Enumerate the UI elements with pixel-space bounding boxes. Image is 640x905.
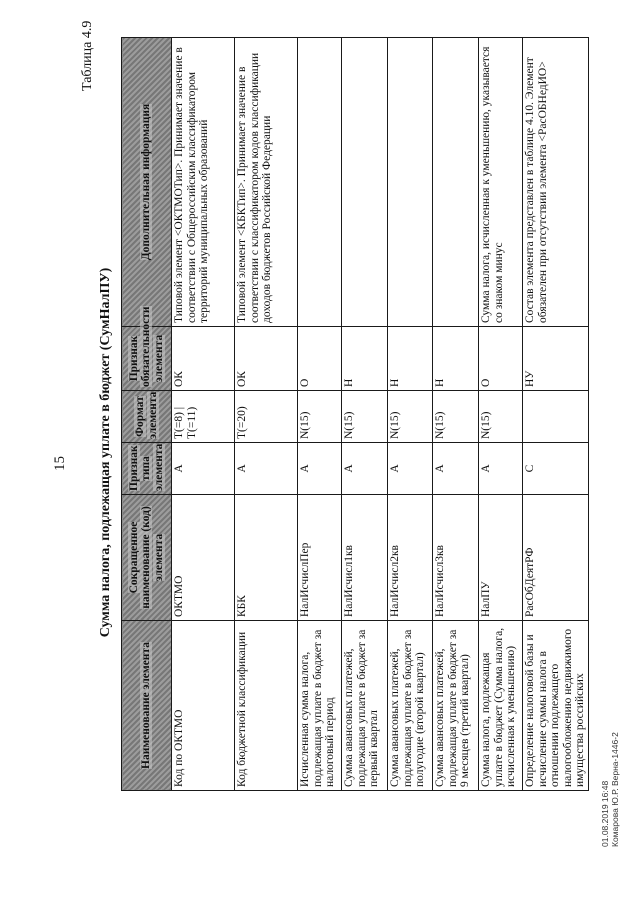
table-header-row xyxy=(122,38,172,791)
cell-req: ОК xyxy=(235,327,298,391)
cell-req: Н xyxy=(342,327,388,391)
header-cell: Признак обязательности элемента xyxy=(122,327,172,391)
cell-info: Типовой элемент <ОКТМОТип>. Принимает значение в соответствии с Общероссийским классификатором территорий муниципальных образований xyxy=(172,38,235,327)
table-row xyxy=(479,38,523,791)
cell-format: N(15) xyxy=(342,391,388,443)
cell-format: N(15) xyxy=(433,391,479,443)
cell-format: N(15) xyxy=(479,391,523,443)
cell-req: Н xyxy=(433,327,479,391)
cell-info xyxy=(298,38,342,327)
cell-code: НалПУ xyxy=(479,495,523,621)
cell-info: Типовой элемент <КБКТип>. Принимает значение в соответствии с классификатором кодов классификации доходов бюджетов Российской Федерации xyxy=(235,38,298,327)
footer-author: Комарова Ю.Р. Верна-1446-2 xyxy=(610,732,620,847)
header-cell: Формат элемента xyxy=(122,391,172,443)
elements-table xyxy=(121,37,589,791)
cell-type: С xyxy=(523,443,589,495)
table-row xyxy=(235,38,298,791)
table-label: Таблица 4.9 xyxy=(80,20,95,91)
cell-format xyxy=(523,391,589,443)
cell-code: НалИсчисл2кв xyxy=(388,495,433,621)
table-row xyxy=(172,38,235,791)
cell-req: Н xyxy=(388,327,433,391)
page-number: 15 xyxy=(52,456,68,471)
cell-name: Сумма авансовых платежей, подлежащая уплате в бюджет за 9 месяцев (третий квартал) xyxy=(433,621,479,791)
cell-info: Сумма налога, исчисленная к уменьшению, указывается со знаком минус xyxy=(479,38,523,327)
cell-code: НалИсчисл1кв xyxy=(342,495,388,621)
header-cell: Дополнительная информация xyxy=(122,38,172,327)
cell-info xyxy=(342,38,388,327)
cell-code: НалИсчислПер xyxy=(298,495,342,621)
footer-date: 01.08.2019 16:48 xyxy=(600,780,610,847)
cell-format: T(=20) xyxy=(235,391,298,443)
cell-format: N(15) xyxy=(388,391,433,443)
table-row xyxy=(342,38,388,791)
cell-code: ОКТМО xyxy=(172,495,235,621)
cell-name: Сумма авансовых платежей, подлежащая уплате в бюджет за полугодие (второй квартал) xyxy=(388,621,433,791)
cell-info xyxy=(388,38,433,327)
cell-req: О xyxy=(479,327,523,391)
cell-type: А xyxy=(342,443,388,495)
cell-name: Код бюджетной классификации xyxy=(235,621,298,791)
cell-info: Состав элемента представлен в таблице 4.10. Элемент обязателен при отсутствии элемента <РасОБНедИО> xyxy=(523,38,589,327)
cell-format: T(=8) | T(=11) xyxy=(172,391,235,443)
cell-type: А xyxy=(433,443,479,495)
cell-info xyxy=(433,38,479,327)
header-cell: Признак типа элемента xyxy=(122,443,172,495)
cell-name: Код по ОКТМО xyxy=(172,621,235,791)
cell-name: Исчисленная сумма налога, подлежащая уплате в бюджет за налоговый период xyxy=(298,621,342,791)
table-row xyxy=(523,38,589,791)
cell-type: А xyxy=(388,443,433,495)
cell-name: Определение налоговой базы и исчисление суммы налога в отношении подлежащего налогообложению недвижимого имущества российских xyxy=(523,621,589,791)
table-row xyxy=(298,38,342,791)
cell-name: Сумма налога, подлежащая уплате в бюджет (Сумма налога, исчисленная к уменьшению) xyxy=(479,621,523,791)
table-row xyxy=(388,38,433,791)
cell-req: НУ xyxy=(523,327,589,391)
cell-req: О xyxy=(298,327,342,391)
cell-code: НалИсчисл3кв xyxy=(433,495,479,621)
cell-code: КБК xyxy=(235,495,298,621)
cell-type: А xyxy=(479,443,523,495)
table-row xyxy=(433,38,479,791)
header-cell: Сокращенное наименование (код) элемента xyxy=(122,495,172,621)
cell-type: А xyxy=(235,443,298,495)
table-title: Сумма налога, подлежащая уплате в бюджет (СумНалПУ) xyxy=(98,267,113,638)
cell-type: А xyxy=(298,443,342,495)
footer-stamp xyxy=(600,732,620,847)
cell-code: РасОбДеятРФ xyxy=(523,495,589,621)
cell-format: N(15) xyxy=(298,391,342,443)
cell-name: Сумма авансовых платежей, подлежащая уплате в бюджет за первый квартал xyxy=(342,621,388,791)
cell-req: ОК xyxy=(172,327,235,391)
cell-type: А xyxy=(172,443,235,495)
header-cell: Наименование элемента xyxy=(122,621,172,791)
